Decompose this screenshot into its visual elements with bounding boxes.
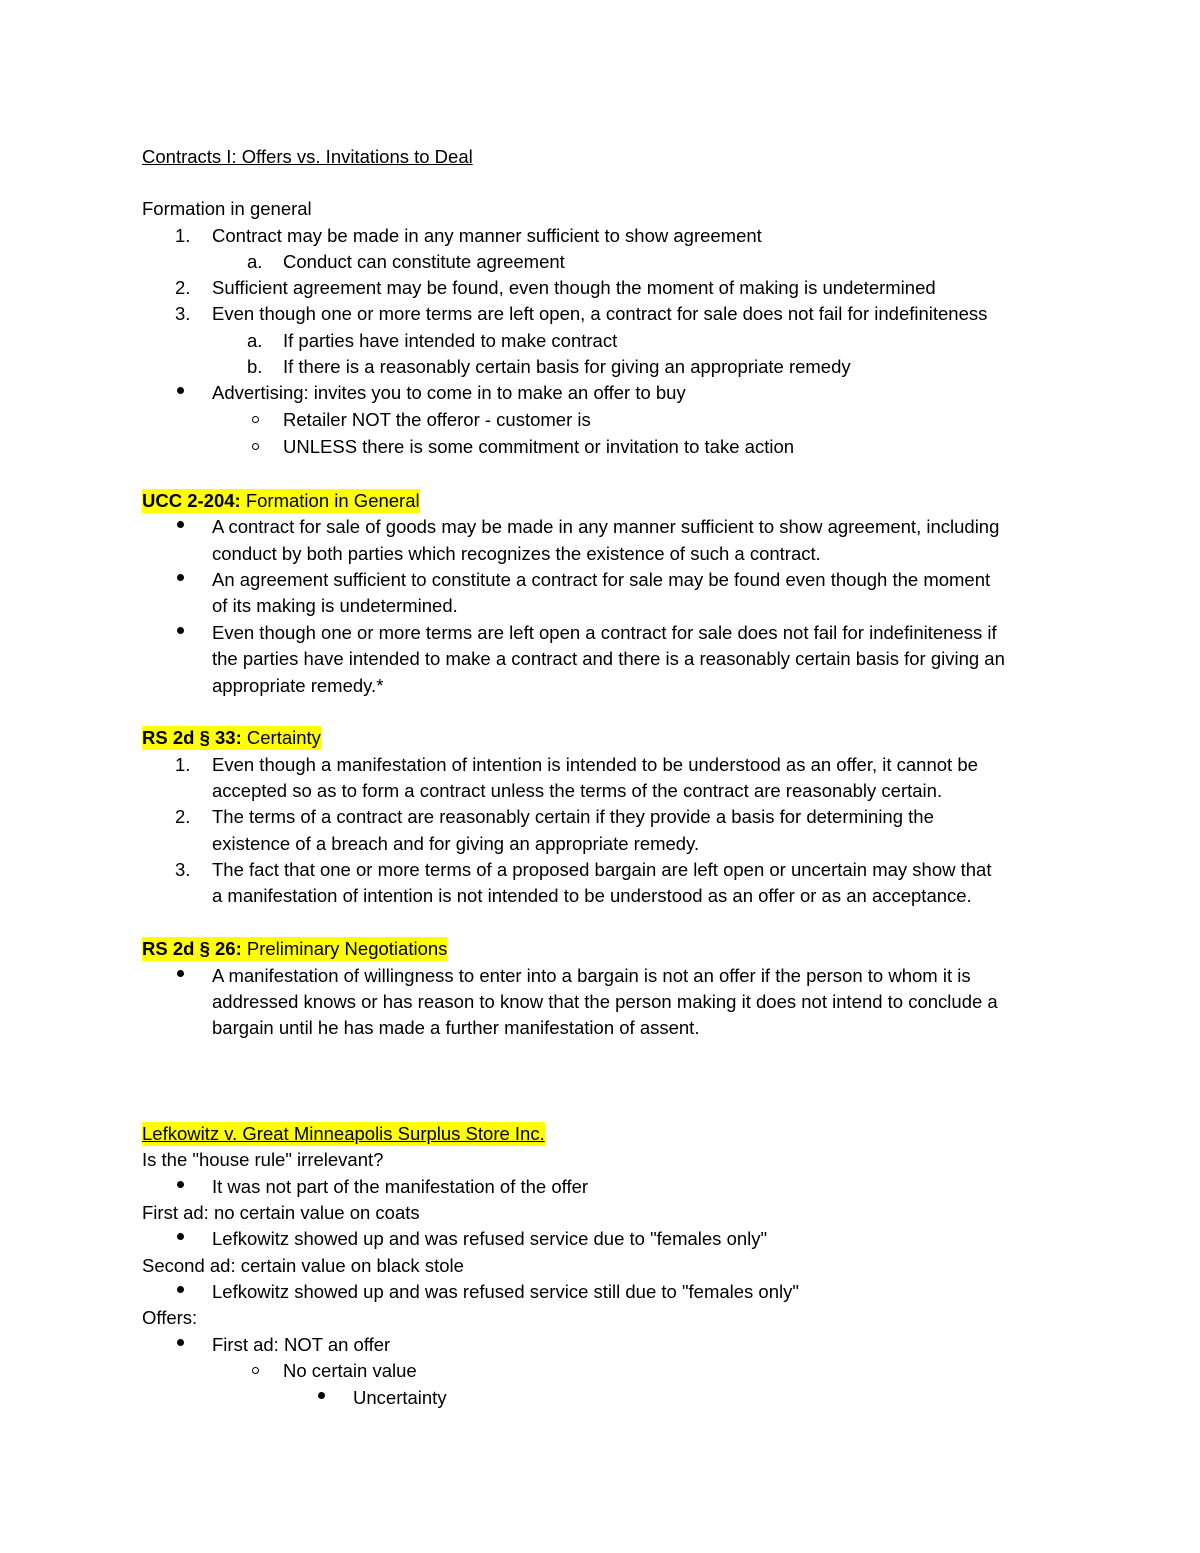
paragraph-line: conduct by both parties which recognizes the existence of such a contract.	[212, 543, 821, 564]
note-line: Lefkowitz showed up and was refused service due to "females only"	[212, 1228, 768, 1249]
bullet-icon	[318, 1392, 325, 1399]
list-number: 3.	[175, 303, 191, 324]
heading-code: RS 2d § 33:	[142, 727, 242, 748]
note-line: First ad: no certain value on coats	[142, 1202, 420, 1223]
paragraph-line: bargain until he has made a further manifestation of assent.	[212, 1017, 700, 1038]
list-item: Advertising: invites you to come in to make an offer to buy	[212, 382, 686, 403]
paragraph-line: A manifestation of willingness to enter into a bargain is not an offer if the person to whom it is	[212, 965, 971, 986]
section-heading-rs33	[142, 726, 321, 750]
section-heading-formation: Formation in general	[142, 198, 312, 219]
note-line: Is the "house rule" irrelevant?	[142, 1149, 384, 1170]
list-item: Even though one or more terms are left open, a contract for sale does not fail for indefiniteness	[212, 303, 988, 324]
list-item: Conduct can constitute agreement	[283, 251, 565, 272]
bullet-icon	[177, 1339, 184, 1346]
bullet-icon	[177, 574, 184, 581]
list-item: Contract may be made in any manner sufficient to show agreement	[212, 225, 762, 246]
bullet-icon	[177, 1233, 184, 1240]
list-number: 1.	[175, 225, 191, 246]
paragraph-line: a manifestation of intention is not intended to be understood as an offer or as an acceptance.	[212, 885, 972, 906]
section-heading-rs26	[142, 937, 447, 961]
circle-bullet-icon	[252, 443, 259, 450]
note-line: It was not part of the manifestation of the offer	[212, 1176, 589, 1197]
paragraph-line: addressed knows or has reason to know that the person making it does not intend to conclude a	[212, 991, 998, 1012]
bullet-icon	[177, 1286, 184, 1293]
list-letter: a.	[247, 330, 263, 351]
heading-topic: Formation in General	[240, 490, 420, 511]
paragraph-line: existence of a breach and for giving an appropriate remedy.	[212, 833, 700, 854]
heading-topic: Certainty	[241, 727, 321, 748]
paragraph-line: appropriate remedy.*	[212, 675, 384, 696]
list-item: Sufficient agreement may be found, even though the moment of making is undetermined	[212, 277, 936, 298]
bullet-icon	[177, 521, 184, 528]
note-line: No certain value	[283, 1360, 417, 1381]
note-line: First ad: NOT an offer	[212, 1334, 391, 1355]
section-heading-ucc	[142, 489, 420, 513]
paragraph-line: accepted so as to form a contract unless the terms of the contract are reasonably certain.	[212, 780, 943, 801]
paragraph-line: An agreement sufficient to constitute a contract for sale may be found even though the moment	[212, 569, 991, 590]
circle-bullet-icon	[252, 1367, 259, 1374]
paragraph-line: Even though a manifestation of intention is intended to be understood as an offer, it cannot be	[212, 754, 978, 775]
paragraph-line: A contract for sale of goods may be made in any manner sufficient to show agreement, including	[212, 516, 1000, 537]
note-line: Offers:	[142, 1307, 198, 1328]
note-line: Uncertainty	[353, 1387, 447, 1408]
list-number: 2.	[175, 277, 191, 298]
paragraph-line: of its making is undetermined.	[212, 595, 458, 616]
case-heading: Lefkowitz v. Great Minneapolis Surplus Store Inc.	[142, 1123, 545, 1144]
note-line: Lefkowitz showed up and was refused service still due to "females only"	[212, 1281, 799, 1302]
heading-code: RS 2d § 26:	[142, 938, 242, 959]
bullet-icon	[177, 970, 184, 977]
circle-bullet-icon	[252, 416, 259, 423]
paragraph-line: the parties have intended to make a contract and there is a reasonably certain basis for giving an	[212, 648, 1005, 669]
list-item: UNLESS there is some commitment or invitation to take action	[283, 436, 795, 457]
bullet-icon	[177, 1181, 184, 1188]
paragraph-line: The terms of a contract are reasonably certain if they provide a basis for determining the	[212, 806, 934, 827]
note-line: Second ad: certain value on black stole	[142, 1255, 464, 1276]
list-item: If there is a reasonably certain basis for giving an appropriate remedy	[283, 356, 851, 377]
bullet-icon	[177, 387, 184, 394]
list-number: 3.	[175, 859, 191, 880]
list-letter: a.	[247, 251, 263, 272]
heading-code: UCC 2-204:	[142, 490, 241, 511]
list-letter: b.	[247, 356, 263, 377]
heading-topic: Preliminary Negotiations	[241, 938, 448, 959]
list-item: If parties have intended to make contract	[283, 330, 618, 351]
bullet-icon	[177, 627, 184, 634]
list-number: 2.	[175, 806, 191, 827]
paragraph-line: Even though one or more terms are left open a contract for sale does not fail for indefiniteness if	[212, 622, 997, 643]
list-item: Retailer NOT the offeror - customer is	[283, 409, 591, 430]
document-title: Contracts I: Offers vs. Invitations to Deal	[142, 146, 473, 167]
paragraph-line: The fact that one or more terms of a proposed bargain are left open or uncertain may show that	[212, 859, 992, 880]
list-number: 1.	[175, 754, 191, 775]
